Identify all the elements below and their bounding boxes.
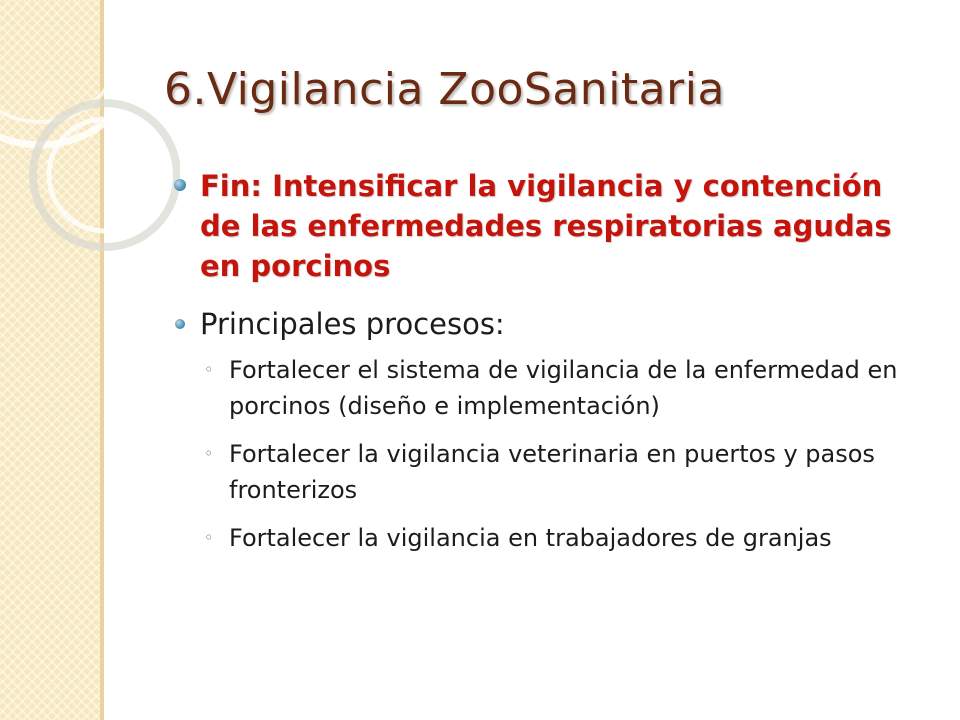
- bullet-text-procesos: Principales procesos:: [200, 307, 505, 341]
- sub-bullet-item: [172, 520, 912, 556]
- circle-bullet-icon: ◦: [204, 444, 214, 463]
- sub-bullet-text: Fortalecer el sistema de vigilancia de la enfermedad en porcinos (diseño e implementación): [229, 356, 898, 420]
- circle-bullet-icon: ◦: [204, 360, 214, 379]
- sub-bullet-item: [172, 436, 912, 508]
- slide-content: [172, 166, 912, 556]
- bullet-dot-icon: [174, 179, 186, 191]
- bullet-item-fin: [172, 166, 912, 286]
- bullet-item-procesos: [172, 304, 912, 344]
- circle-bullet-icon: ◦: [204, 528, 214, 547]
- bullet-text-fin: Fin: Intensificar la vigilancia y contención de las enfermedades respiratorias agudas en porcinos: [200, 169, 892, 283]
- side-band-edge: [100, 0, 104, 720]
- slide-title: 6.Vigilancia ZooSanitaria: [164, 64, 725, 115]
- sub-bullet-text: Fortalecer la vigilancia en trabajadores de granjas: [229, 524, 832, 552]
- sub-bullet-item: [172, 352, 912, 424]
- bullet-dot-icon: [175, 319, 185, 329]
- decorative-side-band: [0, 0, 104, 720]
- sub-bullet-text: Fortalecer la vigilancia veterinaria en puertos y pasos fronterizos: [229, 440, 875, 504]
